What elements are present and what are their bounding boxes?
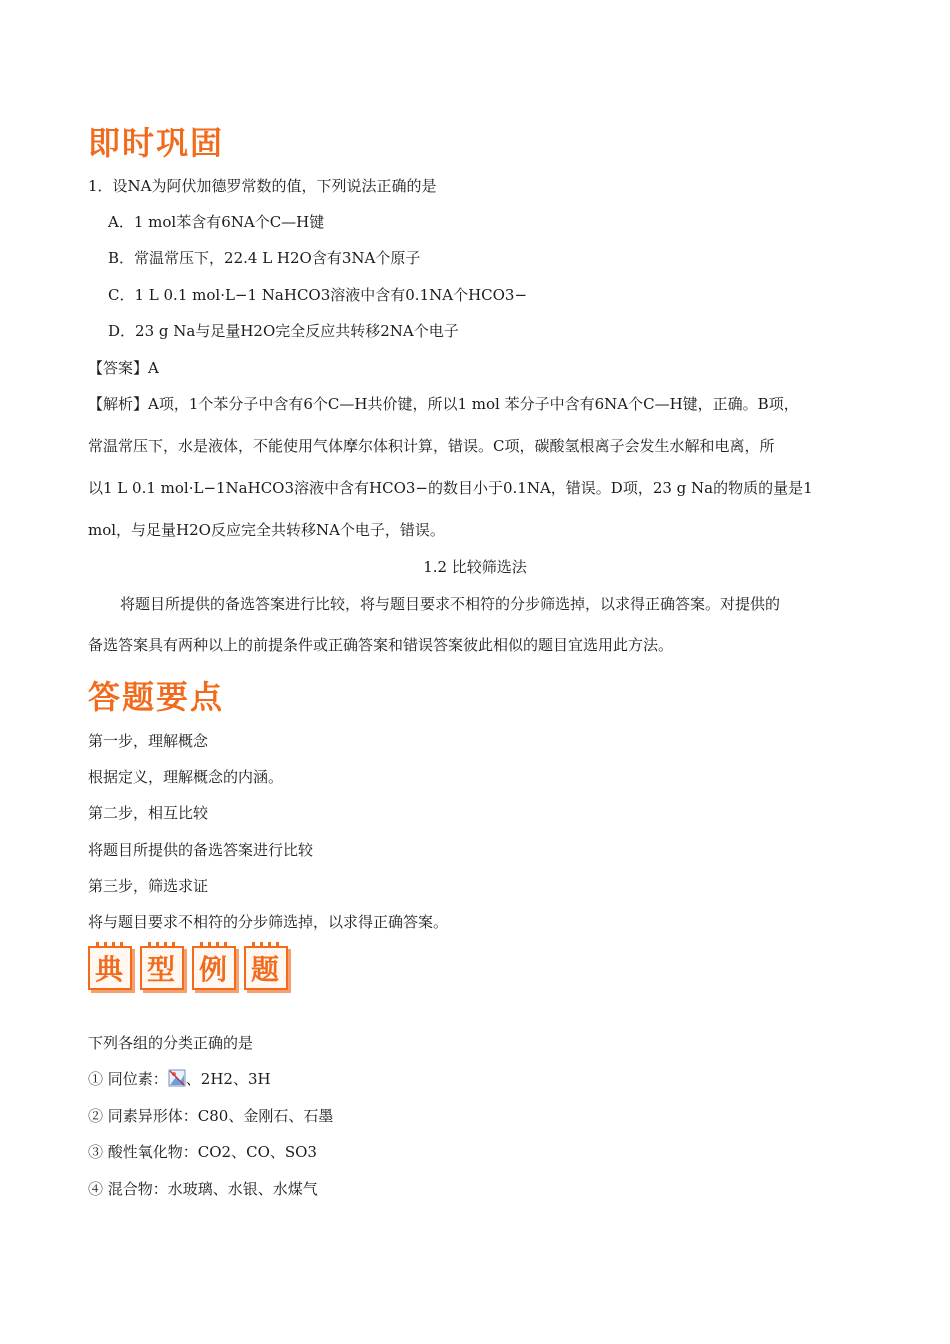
section-heading-key-points: 答题要点 (88, 678, 225, 716)
heading-char-box: 题 (244, 946, 288, 990)
example-item-3: ③ 酸性氧化物：CO2、CO、SO3 (88, 1143, 317, 1161)
item-1-prefix: ① 同位素： (88, 1070, 168, 1088)
option-c: C．1 L 0.1 mol·L−1 NaHCO3溶液中含有0.1NA个HCO3− (108, 286, 528, 304)
question-stem: 1．设NA为阿伏加德罗常数的值，下列说法正确的是 (88, 177, 437, 195)
section-heading-consolidation: 即时巩固 (88, 124, 225, 162)
section-title: 1.2 比较筛选法 (423, 558, 527, 576)
step-2-text: 将题目所提供的备选答案进行比较 (88, 841, 314, 859)
analysis-line-2: 常温常压下，水是液体，不能使用气体摩尔体积计算，错误。C项，碳酸氢根离子会发生水解和电离，所 (88, 437, 775, 455)
step-1-text: 根据定义，理解概念的内涵。 (88, 768, 284, 786)
analysis-line-4: mol，与足量H2O反应完全共转移NA个电子，错误。 (88, 521, 445, 539)
method-paragraph-line-2: 备选答案具有两种以上的前提条件或正确答案和错误答案彼此相似的题目宜选用此方法。 (88, 636, 674, 654)
step-2-title: 第二步，相互比较 (88, 804, 209, 822)
option-d: D．23 g Na与足量H2O完全反应共转移2NA个电子 (108, 322, 459, 340)
step-3-title: 第三步，筛选求证 (88, 877, 209, 895)
method-paragraph-line-1: 将题目所提供的备选答案进行比较，将与题目要求不相符的分步筛选掉，以求得正确答案。对提供的 (120, 595, 781, 613)
analysis-line-3: 以1 L 0.1 mol·L−1NaHCO3溶液中含有HCO3−的数目小于0.1NA，错误。D项，23 g Na的物质的量是1 (88, 479, 813, 497)
heading-char-box: 型 (140, 946, 184, 990)
example-item-2: ② 同素异形体：C80、金刚石、石墨 (88, 1107, 334, 1125)
step-3-text: 将与题目要求不相符的分步筛选掉，以求得正确答案。 (88, 913, 449, 931)
example-item-1 (88, 1069, 271, 1089)
analysis-line-1: 【解析】A项，1个苯分子中含有6个C—H共价键，所以1 mol 苯分子中含有6NA个C—H键，正确。B项， (88, 395, 799, 413)
step-1-title: 第一步，理解概念 (88, 732, 209, 750)
example-item-4: ④ 混合物：水玻璃、水银、水煤气 (88, 1180, 318, 1198)
option-a: A．1 mol苯含有6NA个C—H键 (108, 213, 325, 231)
example-stem: 下列各组的分类正确的是 (88, 1034, 254, 1052)
section-heading-typical-example (88, 946, 288, 990)
item-1-rest: 、2H2、3H (185, 1070, 271, 1088)
broken-image-icon (168, 1069, 186, 1087)
option-b: B．常温常压下，22.4 L H2O含有3NA个原子 (108, 249, 421, 267)
heading-char-box: 例 (192, 946, 236, 990)
heading-char-box: 典 (88, 946, 132, 990)
answer-line: 【答案】A (88, 359, 159, 377)
